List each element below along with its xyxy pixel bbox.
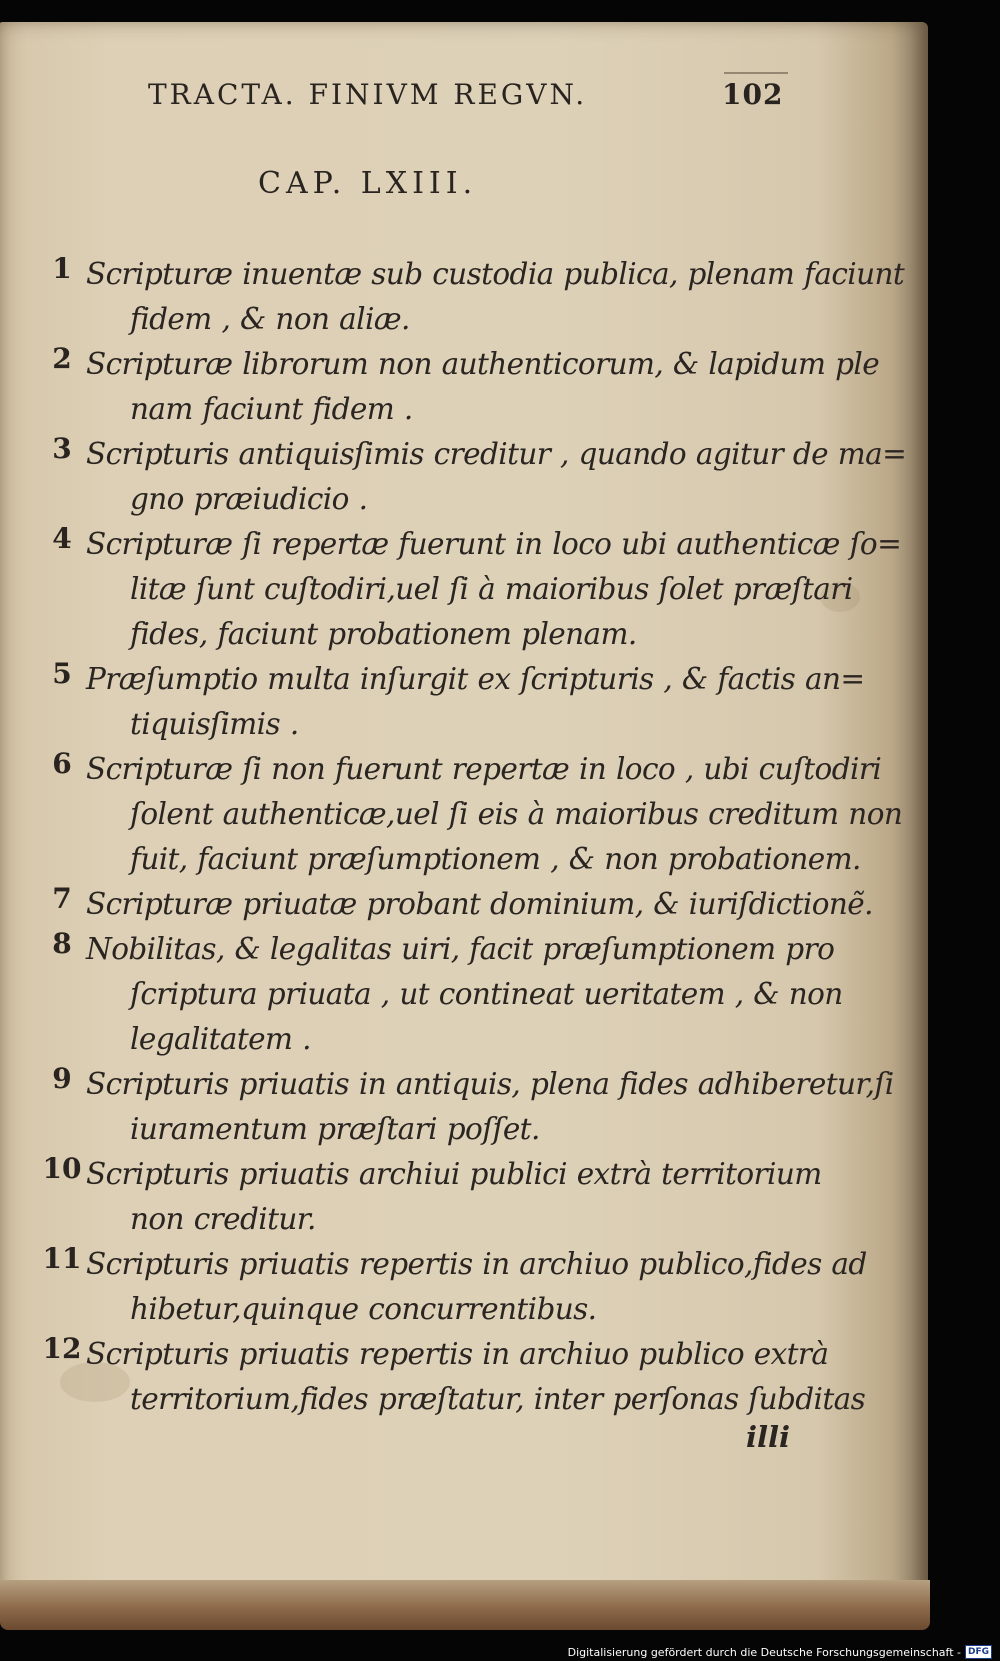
list-item: [36, 252, 905, 342]
list-item: [36, 342, 880, 432]
chapter-title: CAP. LXIII.: [258, 166, 478, 201]
list-item: [36, 432, 907, 522]
page-bottom-edge: [0, 1580, 930, 1630]
list-item: [36, 747, 903, 882]
entry-line: iuramentum præſtari poſſet.: [130, 1112, 540, 1146]
list-item: [36, 1152, 822, 1242]
list-item: [36, 1062, 894, 1152]
entry-line: Scripturæ inuentæ sub custodia publica, plenam faciunt: [86, 257, 905, 291]
entry-text: [86, 657, 865, 747]
entry-number: 2: [52, 342, 72, 375]
entry-line: tiquisſimis .: [130, 707, 299, 741]
entry-line: litæ ſunt cuſtodiri,uel ſi à maioribus ſolet præſtari: [130, 572, 853, 606]
folio-rule: [724, 72, 788, 74]
entry-line: hibetur,quinque concurrentibus.: [130, 1292, 597, 1326]
entry-line: nam faciunt fidem .: [130, 392, 413, 426]
entry-text: [86, 342, 880, 432]
entry-number: 9: [52, 1062, 72, 1095]
entry-text: [86, 1242, 867, 1332]
entry-line: Scripturis priuatis in antiquis, plena fides adhiberetur,ſi: [86, 1067, 894, 1101]
credit-text: Digitalisierung gefördert durch die Deutsche Forschungsgemeinschaft -: [567, 1645, 961, 1659]
catchword: illi: [746, 1420, 791, 1454]
entry-line: gno præiudicio .: [130, 482, 368, 516]
entry-number: 12: [42, 1332, 82, 1365]
entry-text: [86, 1332, 866, 1422]
entry-line: Scripturis antiquisſimis creditur , quando agitur de ma=: [86, 437, 907, 471]
list-item: [36, 882, 873, 927]
entry-text: [86, 432, 907, 522]
entry-line: Præſumptio multa inſurgit ex ſcripturis , & factis an=: [86, 662, 865, 696]
entry-line: Scripturis priuatis repertis in archiuo publico extrà: [86, 1337, 829, 1371]
list-item: [36, 522, 902, 657]
entry-line: territorium,fides præſtatur, inter perſonas ſubditas: [130, 1382, 866, 1416]
entry-number: 5: [52, 657, 72, 690]
list-item: [36, 927, 843, 1062]
list-item: [36, 657, 865, 747]
entry-number: 11: [42, 1242, 82, 1275]
entry-text: [86, 252, 905, 342]
dfg-logo: DFG: [965, 1645, 992, 1659]
entry-text: [86, 1062, 894, 1152]
entry-number: 4: [52, 522, 72, 555]
entry-number: 6: [52, 747, 72, 780]
entry-line: Scripturæ priuatæ probant dominium, & iuriſdictionẽ.: [86, 887, 873, 921]
entry-number: 1: [52, 252, 72, 285]
entry-number: 8: [52, 927, 72, 960]
entry-line: Scripturis priuatis archiui publici extrà territorium: [86, 1157, 822, 1191]
entry-line: fidem , & non aliæ.: [130, 302, 410, 336]
entry-line: legalitatem .: [130, 1022, 311, 1056]
entry-line: Scripturæ librorum non authenticorum, & lapidum ple: [86, 347, 880, 381]
running-head: TRACTA. FINIVM REGVN.: [148, 78, 588, 111]
entry-line: fides, faciunt probationem plenam.: [130, 617, 637, 651]
entry-number: 10: [42, 1152, 82, 1185]
entry-line: fuit, faciunt præſumptionem , & non probationem.: [130, 842, 861, 876]
entry-number: 3: [52, 432, 72, 465]
entry-text: [86, 747, 903, 882]
list-item: [36, 1242, 867, 1332]
entry-line: ſcriptura priuata , ut contineat ueritatem , & non: [130, 977, 843, 1011]
digitization-credit: [568, 1645, 992, 1659]
entry-text: [86, 1152, 822, 1242]
entry-line: Scripturæ ſi non fuerunt repertæ in loco , ubi cuſtodiri: [86, 752, 882, 786]
entry-line: ſolent authenticæ,uel ſi eis à maioribus creditum non: [130, 797, 903, 831]
entry-number: 7: [52, 882, 72, 915]
entry-text: [86, 522, 902, 657]
list-item: [36, 1332, 866, 1422]
summary-list: [36, 252, 907, 1422]
entry-text: [86, 882, 873, 927]
page-number: 102: [722, 78, 784, 111]
entry-line: Scripturæ ſi repertæ fuerunt in loco ubi authenticæ ſo=: [86, 527, 902, 561]
entry-line: Nobilitas, & legalitas uiri, facit præſumptionem pro: [86, 932, 835, 966]
entry-line: Scripturis priuatis repertis in archiuo publico,fides ad: [86, 1247, 867, 1281]
entry-text: [86, 927, 843, 1062]
entry-line: non creditur.: [130, 1202, 316, 1236]
